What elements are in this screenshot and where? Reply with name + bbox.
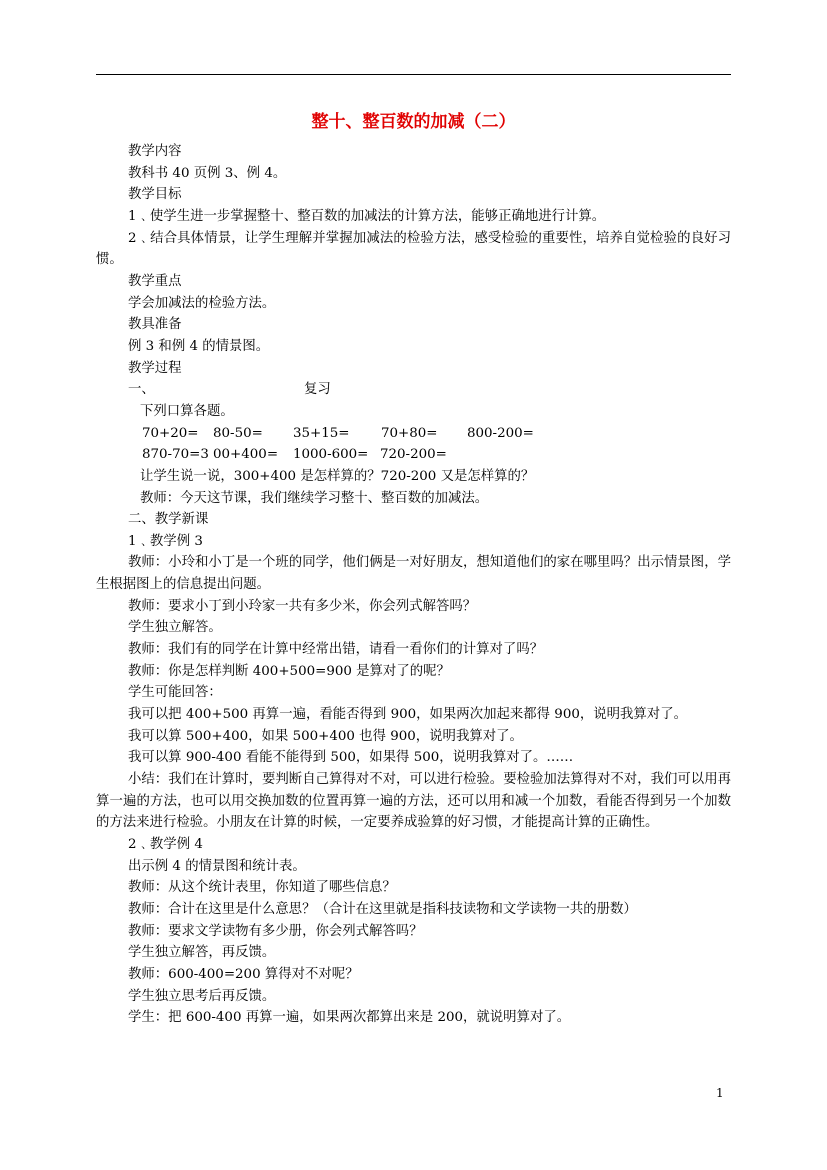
text-line: 我可以算 900-400 看能不能得到 500，如果得 500，说明我算对了。…… xyxy=(128,750,574,766)
summary-paragraph: 小结：我们在计算时，要判断自己算得对不对，可以进行检验。要检验加法算得对不对，我们可以用再算一遍的方法，也可以用交换加数的位置再算一遍的方法，还可以用和减一个加数，看能否得到另一个加数的方法来进行检验。小朋友在计算的时候，一定要养成验算的好习惯，才能提高计算的正确性。 xyxy=(96,772,731,831)
text-line: 学生独立思考后再反馈。 xyxy=(128,988,276,1004)
oral-arithmetic-row-1 xyxy=(96,423,731,445)
document-body xyxy=(96,141,731,1029)
text-line: 出示例 4 的情景图和统计表。 xyxy=(128,858,306,874)
text-line: 下列口算各题。 xyxy=(140,403,234,419)
text-line: 学生：把 600-400 再算一遍，如果两次都算出来是 200，就说明算对了。 xyxy=(128,1010,571,1026)
problem: 70+20= xyxy=(142,425,199,441)
heading-goals: 教学目标 xyxy=(128,187,182,203)
text-line: 学生独立解答，再反馈。 xyxy=(128,945,276,961)
text-line: 让学生说一说，300+400 是怎样算的？720-200 又是怎样算的？ xyxy=(140,468,535,484)
text-line: 教师：600-400=200 算得对不对呢？ xyxy=(128,966,359,982)
text-line: 教师：今天这节课，我们继续学习整十、整百数的加减法。 xyxy=(140,490,489,506)
text-line: 教科书 40 页例 3、例 4。 xyxy=(128,165,287,181)
example-3-heading: 1﹑教学例 3 xyxy=(128,533,203,549)
section-review xyxy=(96,379,731,401)
text-line: 教师：合计在这里是什么意思？（合计在这里就是指科技读物和文学读物一共的册数） xyxy=(128,901,637,917)
section-number: 一、 xyxy=(128,382,155,398)
header-rule xyxy=(96,74,731,75)
problem: 800-200= xyxy=(467,425,534,441)
goal-1: 1﹑使学生进一步掌握整十、整百数的加减法的计算方法，能够正确地进行计算。 xyxy=(128,208,606,224)
section-review-label: 复习 xyxy=(304,382,331,398)
goal-2: 2﹑结合具体情景，让学生理解并掌握加减法的检验方法，感受检验的重要性，培养自觉检验的良好习惯。 xyxy=(96,230,731,268)
oral-arithmetic-row-2 xyxy=(96,444,731,466)
problem: 80-50= xyxy=(213,425,263,441)
text-line: 教师：我们有的同学在计算中经常出错，请看一看你们的计算对了吗？ xyxy=(128,642,544,658)
problem: 870-70=3 xyxy=(142,447,209,463)
heading-content: 教学内容 xyxy=(128,144,182,159)
problem: 35+15= xyxy=(293,425,350,441)
text-line: 教师：从这个统计表里，你知道了哪些信息？ xyxy=(128,880,396,896)
problem: 70+80= xyxy=(381,425,438,441)
text-line: 我可以把 400+500 再算一遍，看能否得到 900，如果两次加起来都得 900，说明我算对了。 xyxy=(128,707,687,723)
heading-key-points: 教学重点 xyxy=(128,273,182,289)
text-line: 教师：要求小丁到小玲家一共有多少米，你会列式解答吗？ xyxy=(128,598,477,614)
text-line: 学生独立解答。 xyxy=(128,620,222,636)
heading-process: 教学过程 xyxy=(128,360,182,376)
text-line: 学生可能回答： xyxy=(128,685,222,701)
problem: 1000-600= xyxy=(293,447,369,463)
text-line: 教师：要求文学读物有多少册，你会列式解答吗？ xyxy=(128,923,423,939)
page-title: 整十、整百数的加减（二） xyxy=(311,112,516,132)
page-number: 1 xyxy=(716,1086,724,1100)
example-4-heading: 2﹑教学例 4 xyxy=(128,837,203,852)
text-line: 教师：你是怎样判断 400+500=900 是算对了的呢？ xyxy=(128,663,450,679)
text-line: 学会加减法的检验方法。 xyxy=(128,295,276,311)
problem: 00+400= xyxy=(213,447,279,463)
heading-materials: 教具准备 xyxy=(128,317,182,333)
paragraph: 教师：小玲和小丁是一个班的同学，他们俩是一对好朋友，想知道他们的家在哪里吗？出示情景图，学生根据图上的信息提出问题。 xyxy=(96,555,731,593)
problem: 720-200= xyxy=(380,447,447,463)
text-line: 例 3 和例 4 的情景图。 xyxy=(128,338,270,354)
text-line: 我可以算 500+400，如果 500+400 也得 900，说明我算对了。 xyxy=(128,728,523,744)
section-new-lesson: 二、教学新课 xyxy=(128,512,209,528)
